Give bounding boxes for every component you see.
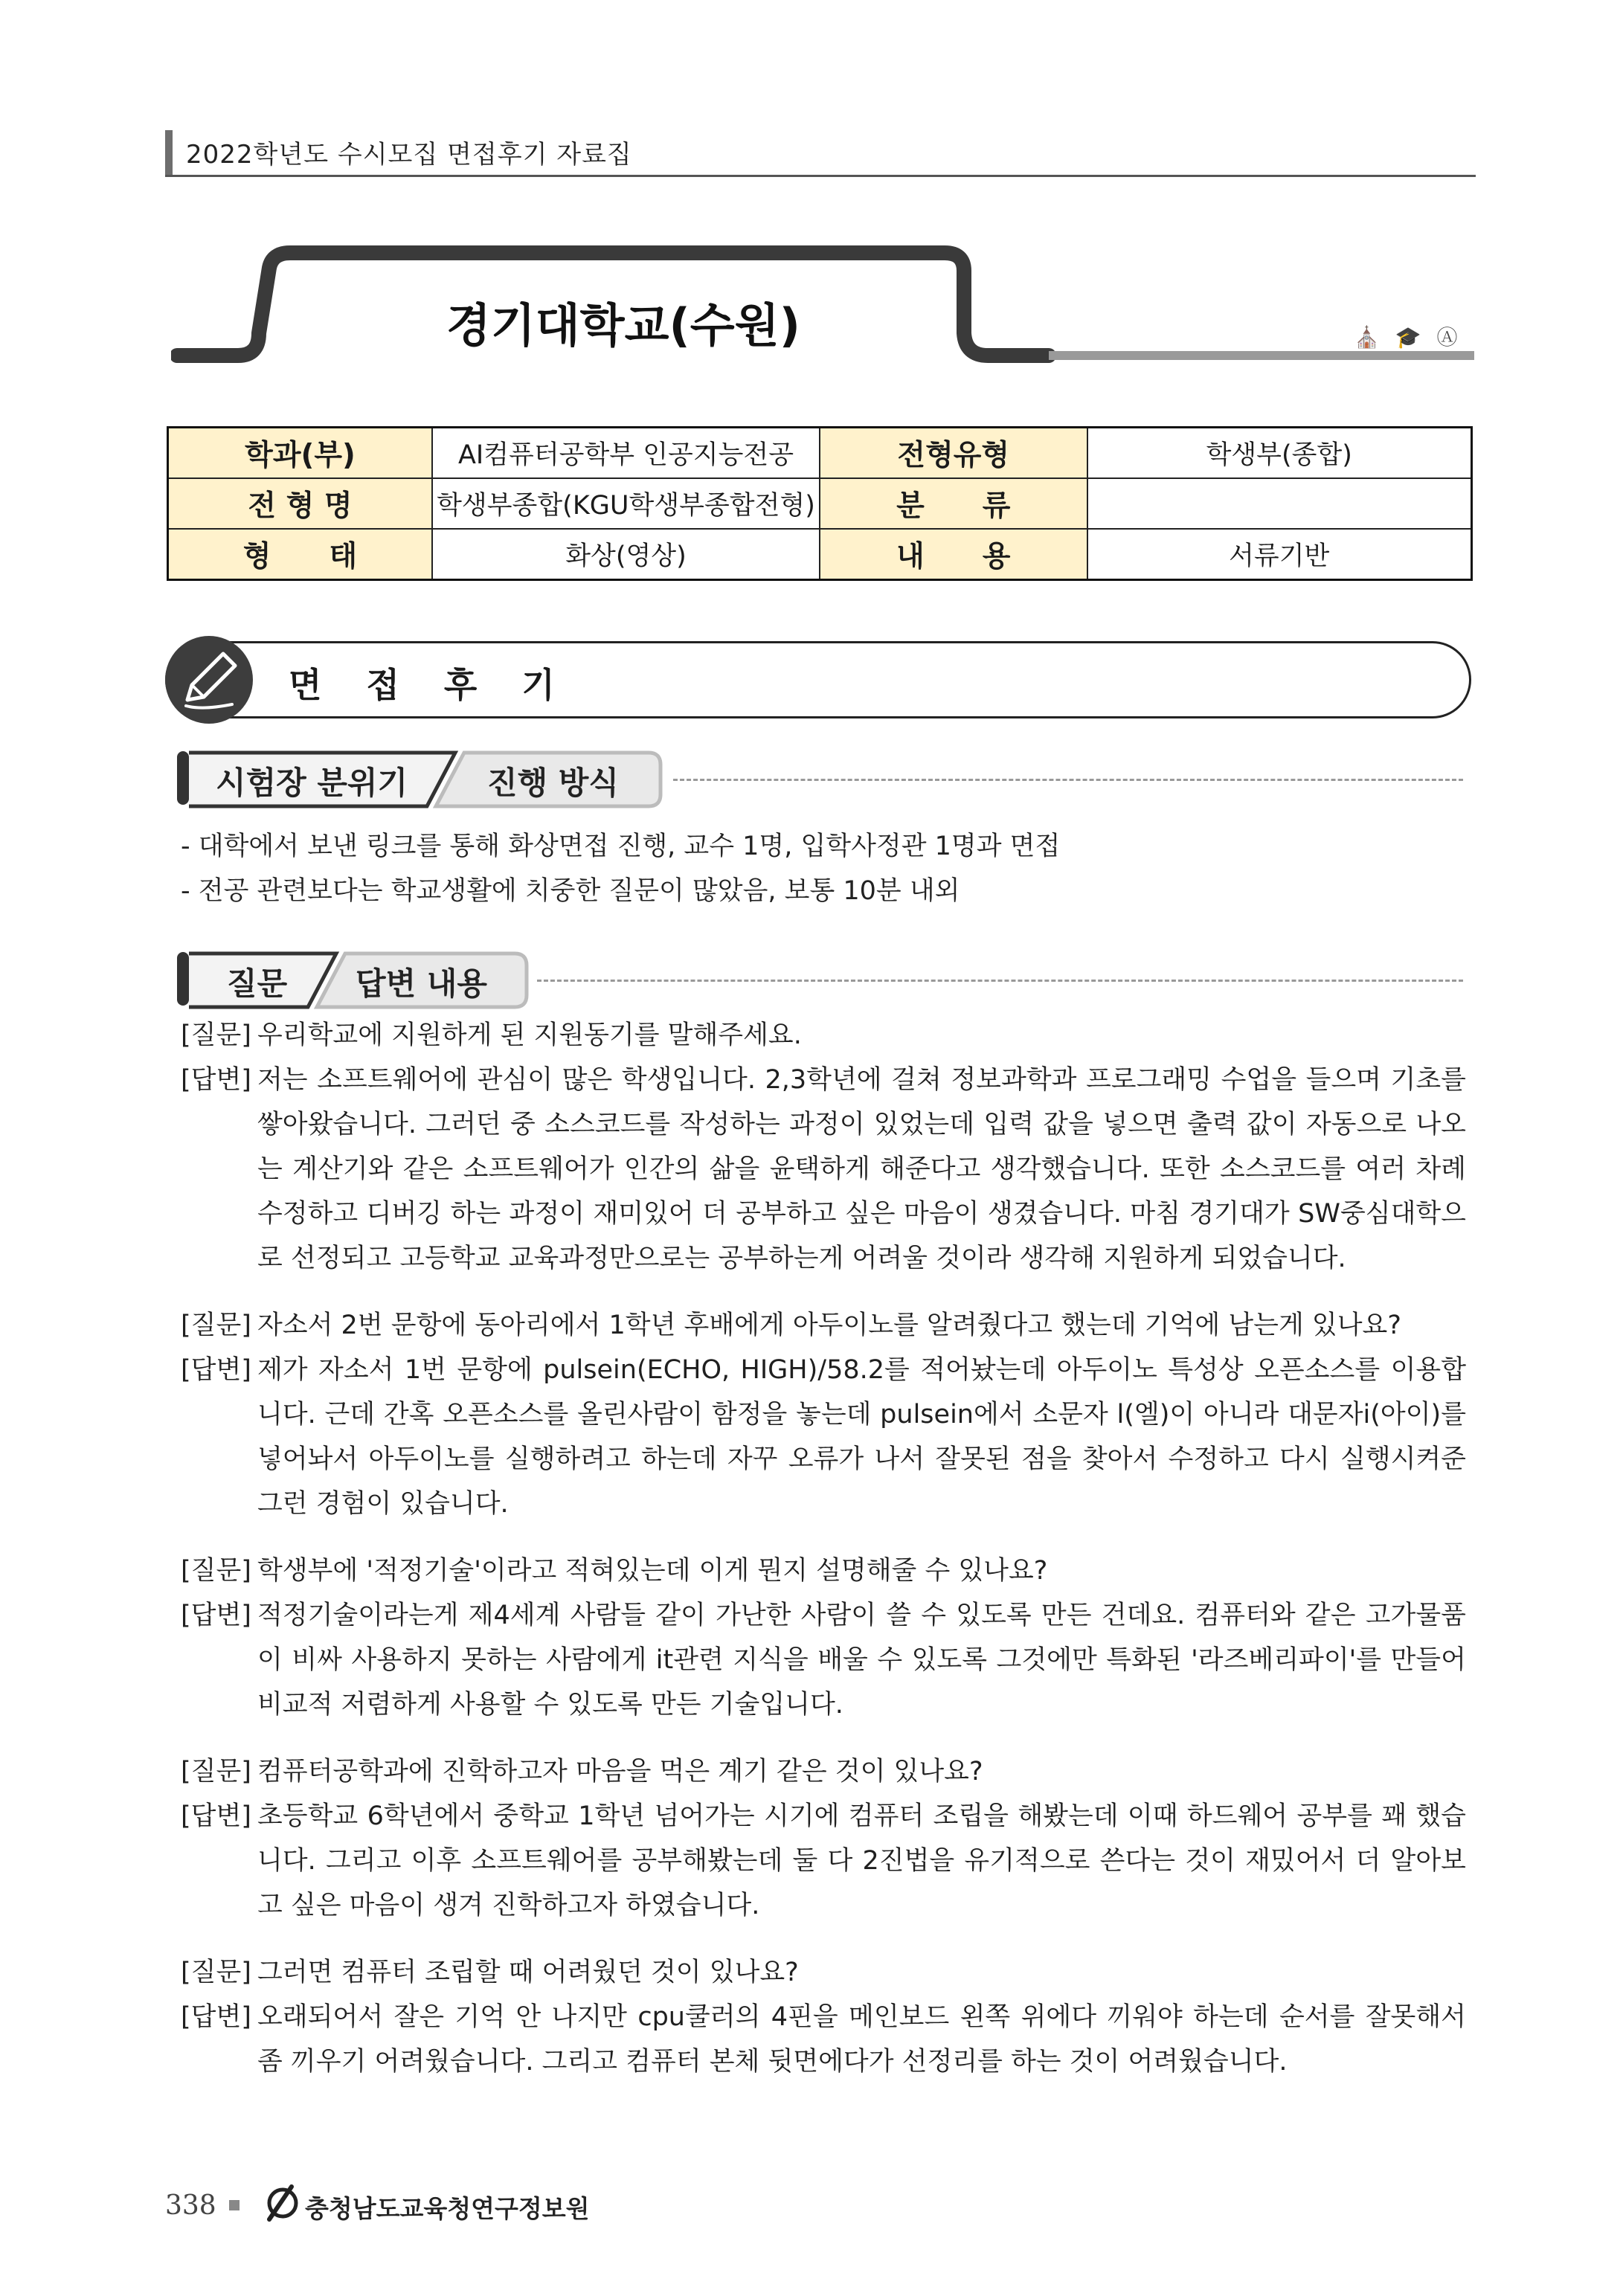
org-logo-icon: [262, 2181, 301, 2225]
answer-text: 초등학교 6학년에서 중학교 1학년 넘어가는 시기에 컴퓨터 조립을 해봤는데 이때 하드웨어 공부를 꽤 했습니다. 그리고 이후 소프트웨어를 공부해봤는데 둘 다 2진법을 유기적으로 쓴다는 것이 재밌어서 더 알아보고 싶은 마음이 생겨 진학하고자 하였습니다.: [257, 1801, 1466, 1920]
table-row: [168, 428, 1472, 479]
answer-tag: [답변]: [181, 1065, 251, 1095]
answer-text: 제가 자소서 1번 문항에 pulsein(ECHO, HIGH)/58.2를 적어놨는데 아두이노 특성상 오픈소스를 이용합니다. 근데 간혹 오픈소스를 올린사람이 함정을 놓는데 pulsein에서 소문자 l(엘)이 아니라 대문자i(아이)를 넣어놔서 아두이노를 실행하려고 하는데 자꾸 오류가 나서 잘못된 점을 찾아서 수정하고 다시 실행시켜준 그런 경험이 있습니다.: [257, 1355, 1466, 1519]
tab-atmosphere: 시험장 분위기: [216, 765, 408, 801]
question-text: 학생부에 '적정기술'이라고 적혀있는데 이게 뭔지 설명해줄 수 있나요?: [257, 1556, 1048, 1586]
tab-procedure: 진행 방식: [487, 765, 619, 801]
answer-tag: [답변]: [181, 2002, 251, 2032]
answer-text: 적정기술이라는게 제4세계 사람들 같이 가난한 사람이 쓸 수 있도록 만든 건데요. 컴퓨터와 같은 고가물품이 비싸 사용하지 못하는 사람에게 it관련 지식을 배울 수 있도록 그것에만 특화된 '라즈베리파이'를 만들어 비교적 저렴하게 사용할 수 있도록 만든 기술입니다.: [257, 1601, 1466, 1720]
answer-tag: [답변]: [181, 1601, 251, 1630]
title-tab-shape: [171, 245, 1480, 372]
label-format: 형 태: [168, 529, 432, 580]
dashed-divider: [537, 980, 1463, 982]
value-content: 서류기반: [1087, 529, 1472, 580]
answer-tag: [답변]: [181, 1355, 251, 1385]
header-rule: [165, 175, 1476, 177]
answer-text: 오래되어서 잘은 기억 안 나지만 cpu쿨러의 4핀을 메인보드 왼쪽 위에다 끼워야 하는데 순서를 잘못해서 좀 끼우기 어려웠습니다. 그리고 컴퓨터 본체 뒷면에다가 선정리를 하는 것이 어려웠습니다.: [257, 2002, 1466, 2077]
section-title: 면 접 후 기: [289, 665, 571, 705]
value-admission-type: 학생부(종합): [1087, 428, 1472, 479]
footer-organization: 충청남도교육청연구정보원: [305, 2194, 590, 2223]
tab-answer: 답변 내용: [356, 965, 487, 1002]
category-icons: ⛪ 🎓 Ⓐ: [1354, 325, 1462, 350]
label-admission-type: 전형유형: [820, 428, 1087, 479]
question-tag: [질문]: [181, 1020, 251, 1050]
question-text: 자소서 2번 문항에 동아리에서 1학년 후배에게 아두이노를 알려줬다고 했는데 기억에 남는게 있나요?: [257, 1311, 1401, 1340]
dashed-divider: [673, 779, 1463, 781]
question-text: 그러면 컴퓨터 조립할 때 어려웠던 것이 있나요?: [257, 1958, 799, 1987]
label-admission-name: 전 형 명: [168, 478, 432, 529]
table-row: [168, 478, 1472, 529]
question-tag: [질문]: [181, 1556, 251, 1586]
question-text: 우리학교에 지원하게 된 지원동기를 말해주세요.: [257, 1020, 802, 1050]
label-category: 분 류: [820, 478, 1087, 529]
question-text: 컴퓨터공학과에 진학하고자 마음을 먹은 계기 같은 것이 있나요?: [257, 1757, 983, 1787]
value-format: 화상(영상): [432, 529, 820, 580]
running-title: 2022학년도 수시모집 면접후기 자료집: [186, 140, 632, 170]
tab-question: 질문: [227, 965, 288, 1002]
info-table: [167, 426, 1473, 581]
label-department: 학과(부): [168, 428, 432, 479]
question-tag: [질문]: [181, 1311, 251, 1340]
label-content: 내 용: [820, 529, 1087, 580]
pencil-icon: [165, 636, 253, 724]
value-department: AI컴퓨터공학부 인공지능전공: [432, 428, 820, 479]
table-row: [168, 529, 1472, 580]
answer-tag: [답변]: [181, 1801, 251, 1831]
footer-separator: [229, 2200, 240, 2210]
question-tag: [질문]: [181, 1757, 251, 1787]
header-accent-bar: [165, 130, 173, 176]
answer-text: 저는 소프트웨어에 관심이 많은 학생입니다. 2,3학년에 걸쳐 정보과학과 프로그래밍 수업을 들으며 기초를 쌓아왔습니다. 그러던 중 소스코드를 작성하는 과정이 있었는데 입력 값을 넣으면 출력 값이 자동으로 나오는 계산기와 같은 소프트웨어가 인간의 삶을 윤택하게 해준다고 생각했습니다. 또한 소스코드를 여러 차례 수정하고 디버깅 하는 과정이 재미있어 더 공부하고 싶은 마음이 생겼습니다. 마침 경기대가 SW중심대학으로 선정되고 고등학교 교육과정만으로는 공부하는게 어려울 것이라 생각해 지원하게 되었습니다.: [257, 1065, 1466, 1273]
question-tag: [질문]: [181, 1958, 251, 1987]
value-category: [1087, 478, 1472, 529]
bullet-item: - 전공 관련보다는 학교생활에 치중한 질문이 많았음, 보통 10분 내외: [181, 876, 960, 906]
value-admission-name: 학생부종합(KGU학생부종합전형): [432, 478, 820, 529]
page-title: 경기대학교(수원): [446, 298, 800, 353]
bullet-item: - 대학에서 보낸 링크를 통해 화상면접 진행, 교수 1명, 입학사정관 1명과 면접: [181, 832, 1061, 861]
page-number: 338: [165, 2190, 216, 2221]
